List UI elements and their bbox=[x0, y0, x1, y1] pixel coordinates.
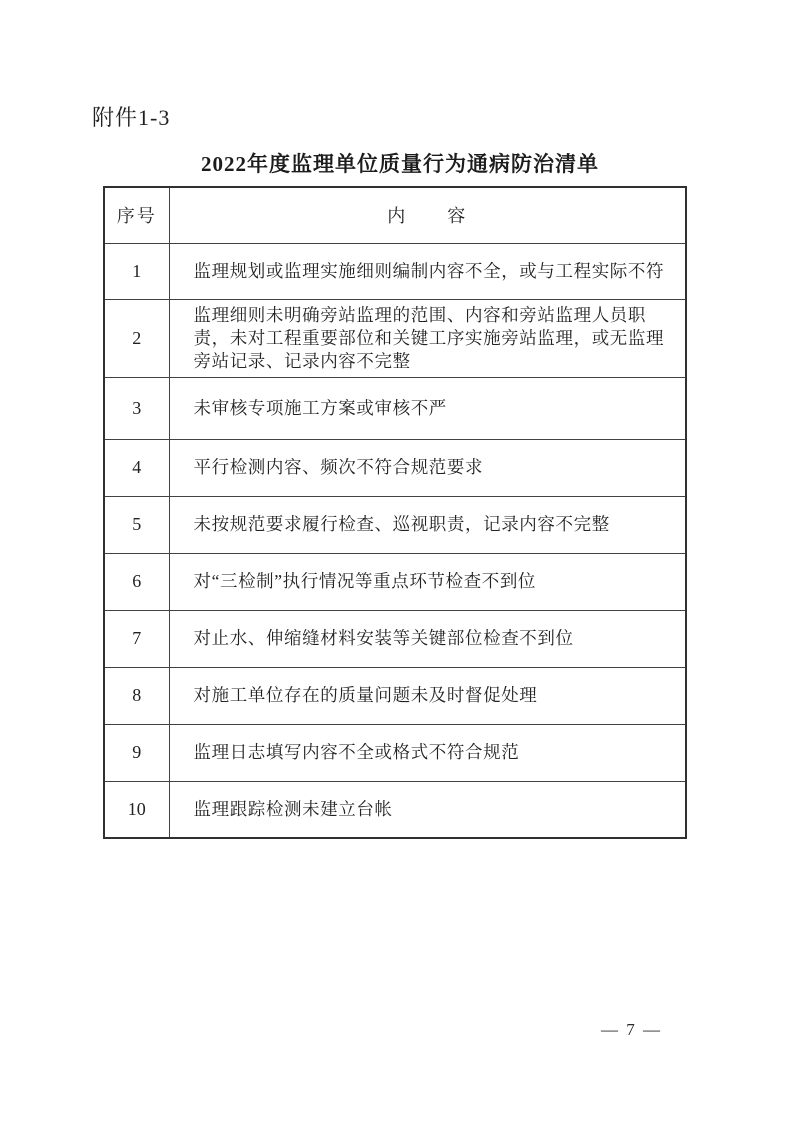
row-index: 4 bbox=[104, 439, 169, 496]
row-content: 监理细则未明确旁站监理的范围、内容和旁站监理人员职责，未对工程重要部位和关键工序实施旁站监理，或无监理旁站记录、记录内容不完整 bbox=[169, 299, 686, 377]
row-index: 8 bbox=[104, 667, 169, 724]
row-index: 2 bbox=[104, 299, 169, 377]
row-content: 对施工单位存在的质量问题未及时督促处理 bbox=[169, 667, 686, 724]
row-index: 10 bbox=[104, 781, 169, 838]
table-row bbox=[104, 610, 686, 667]
row-index: 5 bbox=[104, 496, 169, 553]
row-content: 监理日志填写内容不全或格式不符合规范 bbox=[169, 724, 686, 781]
row-index: 6 bbox=[104, 553, 169, 610]
table-header bbox=[104, 187, 686, 243]
row-index: 9 bbox=[104, 724, 169, 781]
row-content: 对止水、伸缩缝材料安装等关键部位检查不到位 bbox=[169, 610, 686, 667]
checklist-table bbox=[103, 186, 687, 839]
row-content: 未按规范要求履行检查、巡视职责，记录内容不完整 bbox=[169, 496, 686, 553]
row-index: 7 bbox=[104, 610, 169, 667]
table-row bbox=[104, 243, 686, 299]
table-header-row bbox=[104, 187, 686, 243]
header-index: 序号 bbox=[104, 187, 169, 243]
row-content: 对“三检制”执行情况等重点环节检查不到位 bbox=[169, 553, 686, 610]
table-row bbox=[104, 724, 686, 781]
table-body bbox=[104, 243, 686, 838]
table-row bbox=[104, 667, 686, 724]
row-content: 平行检测内容、频次不符合规范要求 bbox=[169, 439, 686, 496]
table-row bbox=[104, 377, 686, 439]
table-row bbox=[104, 439, 686, 496]
table-row bbox=[104, 553, 686, 610]
table-row bbox=[104, 496, 686, 553]
row-content: 未审核专项施工方案或审核不严 bbox=[169, 377, 686, 439]
table-row bbox=[104, 299, 686, 377]
header-content: 内 容 bbox=[169, 187, 686, 243]
row-content: 监理规划或监理实施细则编制内容不全，或与工程实际不符 bbox=[169, 243, 686, 299]
row-index: 3 bbox=[104, 377, 169, 439]
table-row bbox=[104, 781, 686, 838]
attachment-label: 附件1-3 bbox=[92, 105, 171, 130]
page-title: 2022年度监理单位质量行为通病防治清单 bbox=[201, 152, 599, 176]
row-index: 1 bbox=[104, 243, 169, 299]
row-content: 监理跟踪检测未建立台帐 bbox=[169, 781, 686, 838]
page-number: — 7 — bbox=[601, 1020, 662, 1039]
